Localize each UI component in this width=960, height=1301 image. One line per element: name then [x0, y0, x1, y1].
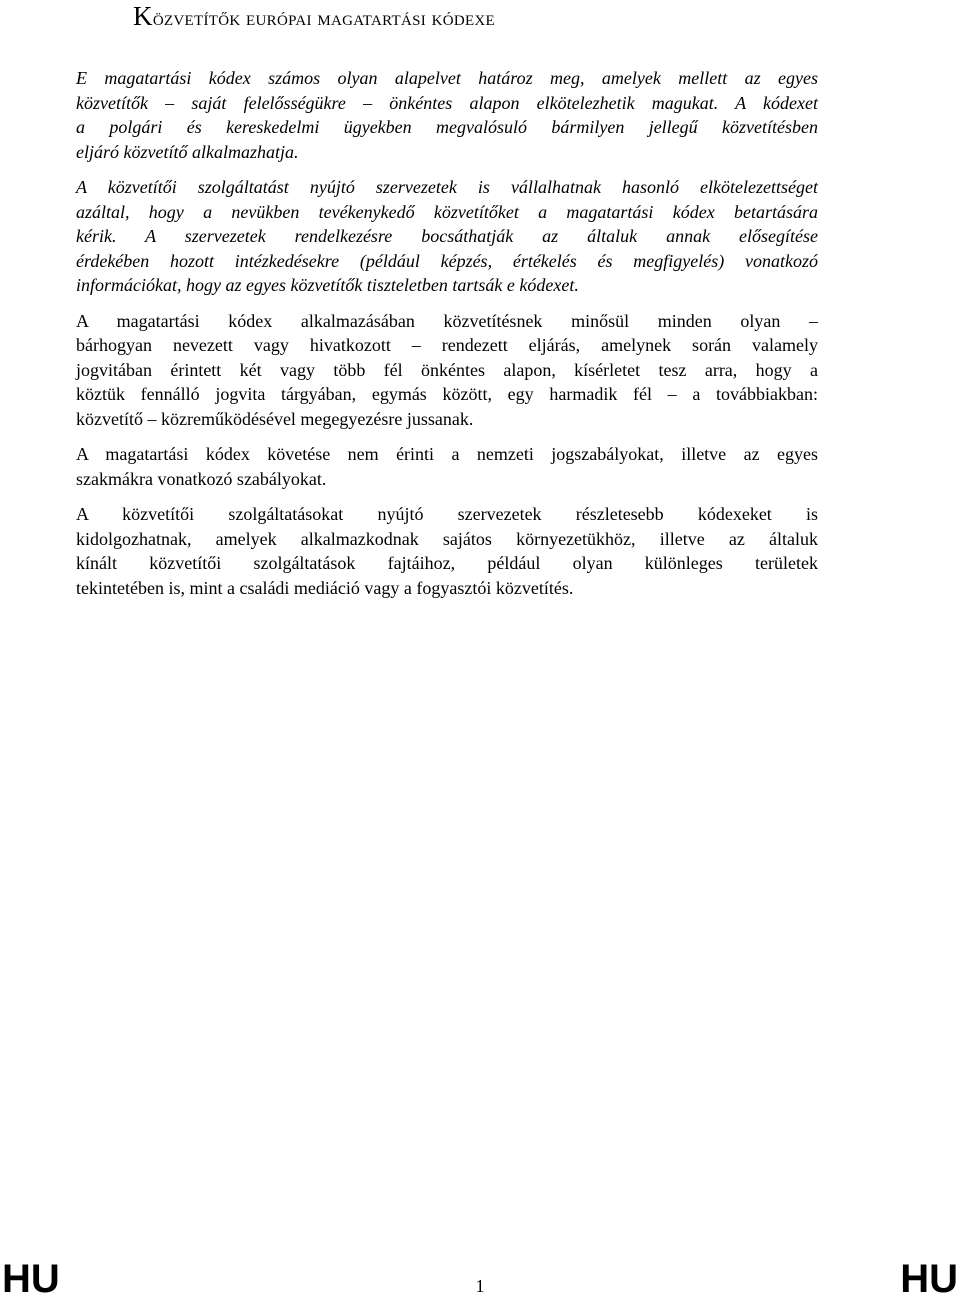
footer-country-code-right: HU	[900, 1257, 958, 1301]
footer-country-code-left: HU	[2, 1257, 60, 1301]
paragraph-line: információkat, hogy az egyes közvetítők tiszteletben tartsák e kódexet.	[76, 275, 579, 295]
paragraph-line: közvetítő – közreműködésével megegyezésre jussanak.	[76, 408, 474, 429]
paragraph-line: kínált közvetítői szolgáltatások fajtáihoz, például olyan különleges területek	[76, 553, 818, 573]
paragraph-3	[76, 309, 818, 432]
paragraph-line: A közvetítői szolgáltatást nyújtó szervezetek is vállalhatnak hasonló elkötelezettséget	[76, 177, 818, 197]
paragraph-line: A magatartási kódex követése nem érinti a nemzeti jogszabályokat, illetve az egyes	[76, 444, 818, 464]
paragraph-line: szakmákra vonatkozó szabályokat.	[76, 468, 327, 489]
paragraph-line: közvetítők – saját felelősségükre – önkéntes alapon elkötelezhetik magukat. A kódexet	[76, 92, 818, 113]
paragraph-line: kérik. A szervezetek rendelkezésre bocsáthatják az általuk annak elősegítése	[76, 226, 818, 246]
paragraph-line: eljáró közvetítő alkalmazhatja.	[76, 141, 299, 162]
paragraph-line: A magatartási kódex alkalmazásában közvetítésnek minősül minden olyan –	[76, 310, 818, 331]
document-title	[133, 2, 495, 32]
paragraph-line: a polgári és kereskedelmi ügyekben megvalósuló bármilyen jellegű közvetítésben	[76, 117, 818, 137]
paragraph-line: jogvitában érintett két vagy több fél önkéntes alapon, kísérletet tesz arra, hogy a	[76, 359, 818, 380]
paragraph-line: azáltal, hogy a nevükben tevékenykedő közvetítőket a magatartási kódex betartására	[76, 201, 818, 222]
paragraph-line: kidolgozhatnak, amelyek alkalmazkodnak sajátos környezetükhöz, illetve az általuk	[76, 528, 818, 549]
document-body	[76, 66, 818, 611]
title-rest: özvetítők európai magatartási kódexe	[152, 6, 496, 30]
paragraph-2	[76, 175, 818, 298]
paragraph-line: A közvetítői szolgáltatásokat nyújtó szervezetek részletesebb kódexeket is	[76, 504, 818, 524]
paragraph-line: tekintetében is, mint a családi mediáció vagy a fogyasztói közvetítés.	[76, 577, 574, 598]
paragraph-line: köztük fennálló jogvita tárgyában, egymás között, egy harmadik fél – a továbbiakban:	[76, 384, 818, 404]
paragraph-line: bárhogyan nevezett vagy hivatkozott – rendezett eljárás, amelynek során valamely	[76, 335, 818, 355]
paragraph-4	[76, 442, 818, 491]
paragraph-1	[76, 66, 818, 164]
paragraph-5	[76, 502, 818, 600]
title-initial: K	[133, 1, 153, 31]
paragraph-line: E magatartási kódex számos olyan alapelvet határoz meg, amelyek mellett az egyes	[76, 68, 818, 88]
paragraph-line: érdekében hozott intézkedésekre (például képzés, értékelés és megfigyelés) vonatkozó	[76, 250, 818, 271]
page-number: 1	[475, 1276, 485, 1296]
